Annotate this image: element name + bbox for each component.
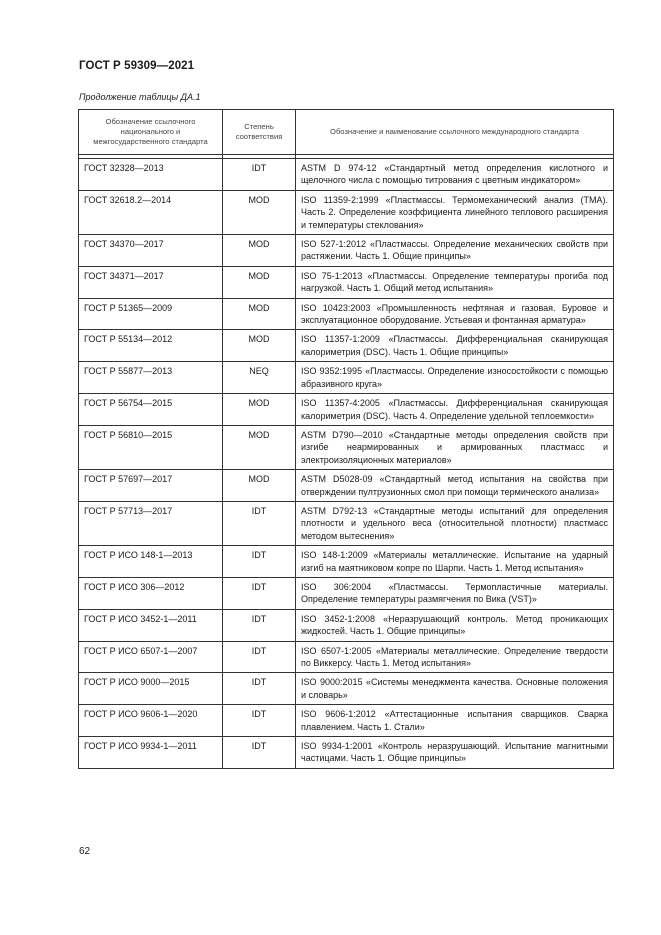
header-international: Обозначение и наименование ссылочного международного стандарта [296, 110, 614, 155]
cell-degree: IDT [223, 705, 296, 737]
cell-international-standard: ISO 148-1:2009 «Материалы металлические. Испытание на ударный изгиб на маятниковом копре по Шарпи. Часть 1. Метод испытания» [296, 546, 614, 578]
table-row [79, 546, 614, 578]
cell-degree: MOD [223, 394, 296, 426]
document-header: ГОСТ Р 59309—2021 [79, 60, 195, 72]
cell-national-standard: ГОСТ Р ИСО 148-1—2013 [79, 546, 223, 578]
cell-international-standard: ASTM D792-13 «Стандартные методы испытаний для определения плотности и удельного веса (относительной плотности) пластмасс методом вытеснения» [296, 501, 614, 545]
cell-international-standard: ISO 9352:1995 «Пластмассы. Определение износостойкости с помощью абразивного круга» [296, 362, 614, 394]
cell-degree: IDT [223, 737, 296, 769]
cell-national-standard: ГОСТ Р ИСО 6507-1—2007 [79, 641, 223, 673]
cell-international-standard: ISO 6507-1:2005 «Материалы металлические. Определение твердости по Виккерсу. Часть 1. Метод испытания» [296, 641, 614, 673]
cell-national-standard: ГОСТ 34370—2017 [79, 235, 223, 267]
cell-national-standard: ГОСТ Р ИСО 3452-1—2011 [79, 609, 223, 641]
cell-national-standard: ГОСТ 32328—2013 [79, 159, 223, 191]
cell-national-standard: ГОСТ Р 55134—2012 [79, 330, 223, 362]
table-row [79, 266, 614, 298]
cell-international-standard: ISO 11359-2:1999 «Пластмассы. Термомеханический анализ (ТМА). Часть 2. Определение коэффициента линейного теплового расширения и температуры стеклования» [296, 190, 614, 234]
cell-national-standard: ГОСТ Р 57697—2017 [79, 470, 223, 502]
cell-degree: MOD [223, 266, 296, 298]
cell-international-standard: ISO 10423:2003 «Промышленность нефтяная и газовая. Буровое и эксплуатационное оборудование. Устьевая и фонтанная арматура» [296, 298, 614, 330]
table-row [79, 190, 614, 234]
cell-degree: IDT [223, 673, 296, 705]
cell-degree: MOD [223, 190, 296, 234]
table-row [79, 298, 614, 330]
cell-degree: IDT [223, 501, 296, 545]
cell-national-standard: ГОСТ Р 57713—2017 [79, 501, 223, 545]
cell-degree: IDT [223, 641, 296, 673]
cell-degree: MOD [223, 425, 296, 469]
cell-degree: IDT [223, 609, 296, 641]
table-row [79, 705, 614, 737]
cell-international-standard: ISO 527-1:2012 «Пластмассы. Определение механических свойств при растяжении. Часть 1. Общие принципы» [296, 235, 614, 267]
cell-international-standard: ASTM D790—2010 «Стандартные методы определения свойств при изгибе неармированных и армированных пластмасс и электроизоляционных материалов» [296, 425, 614, 469]
cell-national-standard: ГОСТ Р 56810—2015 [79, 425, 223, 469]
header-degree: Степень соответствия [223, 110, 296, 155]
cell-international-standard: ASTM D 974-12 «Стандартный метод определения кислотного и щелочного числа с помощью титрования с цветным индикатором» [296, 159, 614, 191]
header-national: Обозначение ссылочного национального и межгосударственного стандарта [79, 110, 223, 155]
table-row [79, 394, 614, 426]
cell-international-standard: ISO 3452-1:2008 «Неразрушающий контроль. Метод проникающих жидкостей. Часть 1. Общие принципы» [296, 609, 614, 641]
table-row [79, 159, 614, 191]
cell-international-standard: ISO 9606-1:2012 «Аттестационные испытания сварщиков. Сварка плавлением. Часть 1. Стали» [296, 705, 614, 737]
table-row [79, 330, 614, 362]
table-header-row [79, 110, 614, 155]
table-row [79, 673, 614, 705]
cell-national-standard: ГОСТ Р ИСО 9000—2015 [79, 673, 223, 705]
table-row [79, 577, 614, 609]
cell-national-standard: ГОСТ Р ИСО 306—2012 [79, 577, 223, 609]
cell-international-standard: ASTM D5028-09 «Стандартный метод испытания на свойства при отверждении пултрузионных смол при помощи термического анализа» [296, 470, 614, 502]
cell-international-standard: ISO 75-1:2013 «Пластмассы. Определение температуры прогиба под нагрузкой. Часть 1. Общий метод испытания» [296, 266, 614, 298]
table-row [79, 501, 614, 545]
cell-international-standard: ISO 9000:2015 «Системы менеджмента качества. Основные положения и словарь» [296, 673, 614, 705]
cell-international-standard: ISO 11357-1:2009 «Пластмассы. Дифференциальная сканирующая калориметрия (DSC). Часть 1. Общие принципы» [296, 330, 614, 362]
cell-national-standard: ГОСТ Р 56754—2015 [79, 394, 223, 426]
cell-international-standard: ISO 306:2004 «Пластмассы. Термопластичные материалы. Определение температуры размягчения по Вика (VST)» [296, 577, 614, 609]
table-caption: Продолжение таблицы ДА.1 [79, 92, 201, 102]
cell-national-standard: ГОСТ Р 55877—2013 [79, 362, 223, 394]
cell-degree: IDT [223, 159, 296, 191]
cell-degree: IDT [223, 546, 296, 578]
cell-degree: MOD [223, 330, 296, 362]
table-row [79, 470, 614, 502]
cell-degree: MOD [223, 235, 296, 267]
table-row [79, 737, 614, 769]
standards-table [78, 109, 614, 769]
page-number: 62 [79, 846, 91, 857]
cell-national-standard: ГОСТ 32618.2—2014 [79, 190, 223, 234]
cell-international-standard: ISO 11357-4:2005 «Пластмассы. Дифференциальная сканирующая калориметрия (DSC). Часть 4. Определение удельной теплоемкости» [296, 394, 614, 426]
cell-national-standard: ГОСТ Р ИСО 9606-1—2020 [79, 705, 223, 737]
table-row [79, 641, 614, 673]
cell-national-standard: ГОСТ 34371—2017 [79, 266, 223, 298]
table-body [79, 155, 614, 769]
table-row [79, 235, 614, 267]
cell-national-standard: ГОСТ Р ИСО 9934-1—2011 [79, 737, 223, 769]
cell-international-standard: ISO 9934-1:2001 «Контроль неразрушающий. Испытание магнитными частицами. Часть 1. Общие принципы» [296, 737, 614, 769]
table-row [79, 425, 614, 469]
cell-degree: MOD [223, 470, 296, 502]
cell-degree: MOD [223, 298, 296, 330]
cell-national-standard: ГОСТ Р 51365—2009 [79, 298, 223, 330]
cell-degree: IDT [223, 577, 296, 609]
table-row [79, 362, 614, 394]
cell-degree: NEQ [223, 362, 296, 394]
table-row [79, 609, 614, 641]
